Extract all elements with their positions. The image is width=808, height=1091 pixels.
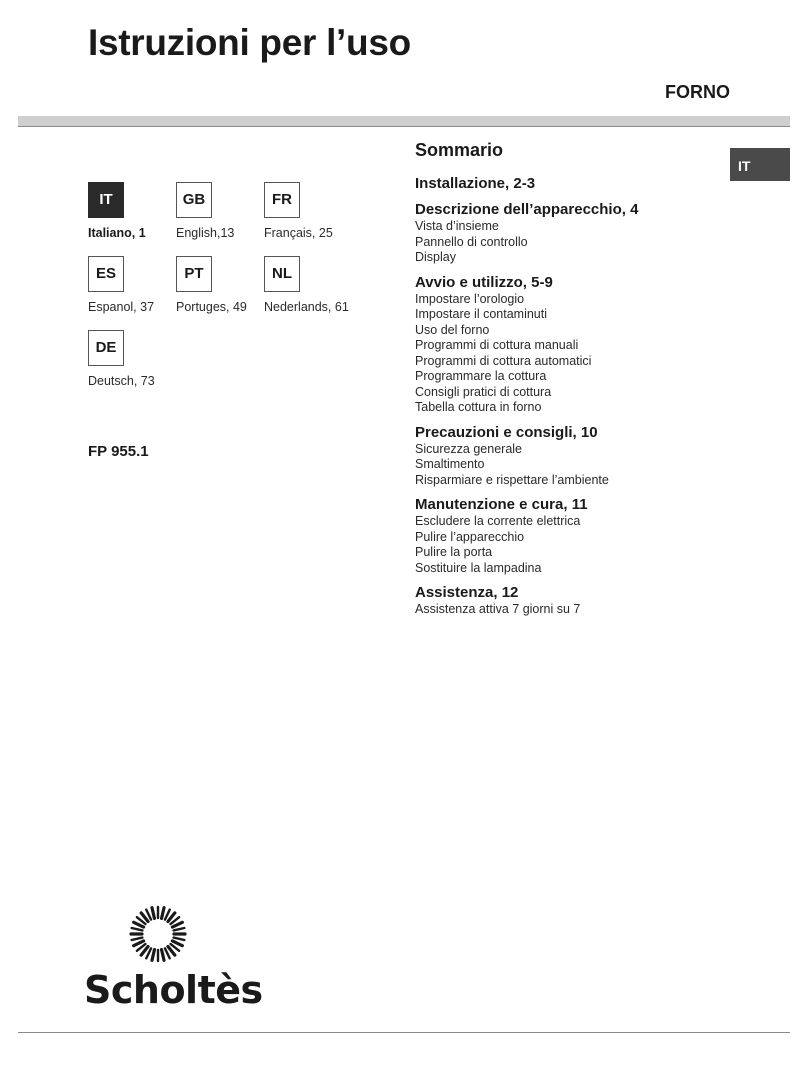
- toc-section: [415, 496, 715, 576]
- toc-section-heading: Assistenza, 12: [415, 584, 519, 601]
- language-label: English,13: [176, 226, 235, 240]
- toc-title: Sommario: [415, 140, 504, 160]
- toc-sections: [415, 175, 715, 618]
- language-tab: IT: [730, 148, 790, 181]
- language-label: Italiano, 1: [88, 226, 146, 240]
- toc-item: Impostare l’orologio: [415, 291, 525, 306]
- language-label: Deutsch, 73: [88, 374, 155, 388]
- language-code-box: NL: [264, 256, 300, 292]
- page-title: Istruzioni per l’uso: [88, 22, 411, 63]
- toc-item: Consigli pratici di cottura: [415, 384, 552, 399]
- language-label: Portuges, 49: [176, 300, 247, 314]
- toc-item: Sicurezza generale: [415, 441, 523, 456]
- language-option-it: [88, 182, 178, 242]
- brand-name: Scholtès: [84, 968, 263, 1012]
- language-option-es: [88, 256, 178, 316]
- toc-item: Tabella cottura in forno: [415, 400, 542, 414]
- language-code-box: PT: [176, 256, 212, 292]
- language-option-de: [88, 330, 178, 390]
- toc-item: Risparmiare e rispettare l’ambiente: [415, 472, 609, 487]
- toc-item: Assistenza attiva 7 giorni su 7: [415, 602, 581, 616]
- toc-section: [415, 201, 715, 266]
- toc-section-heading: Manutenzione e cura, 11: [415, 496, 588, 513]
- toc-section: [415, 424, 715, 489]
- toc-item: Pannello di controllo: [415, 234, 528, 249]
- table-of-contents: [415, 140, 715, 626]
- language-code-box: ES: [88, 256, 124, 292]
- footer-divider: [18, 1032, 790, 1033]
- toc-section-heading: Precauzioni e consigli, 10: [415, 423, 598, 441]
- toc-section: [415, 584, 715, 618]
- language-code-box: IT: [88, 182, 124, 218]
- toc-section-heading: Installazione, 2-3: [415, 175, 536, 192]
- toc-item: Sostituire la lampadina: [415, 560, 542, 575]
- toc-item: Programmare la cottura: [415, 369, 547, 383]
- toc-section: [415, 175, 715, 193]
- language-code-box: GB: [176, 182, 212, 218]
- toc-item: Impostare il contaminuti: [415, 307, 548, 321]
- language-code-box: DE: [88, 330, 124, 366]
- toc-item: Escludere la corrente elettrica: [415, 514, 581, 528]
- language-label: Nederlands, 61: [264, 300, 349, 314]
- language-option-pt: [176, 256, 266, 316]
- toc-item: Programmi di cottura automatici: [415, 353, 592, 368]
- language-option-nl: [264, 256, 354, 316]
- language-option-gb: [176, 182, 266, 242]
- toc-item: Programmi di cottura manuali: [415, 338, 579, 352]
- toc-section-heading: Avvio e utilizzo, 5-9: [415, 273, 553, 291]
- model-number: FP 955.1: [88, 443, 149, 460]
- language-option-fr: [264, 182, 354, 242]
- language-label: Espanol, 37: [88, 300, 155, 314]
- toc-item: Smaltimento: [415, 457, 485, 471]
- toc-item: Pulire l’apparecchio: [415, 529, 525, 544]
- product-type: FORNO: [665, 82, 730, 102]
- toc-item: Uso del forno: [415, 322, 490, 337]
- toc-item: Display: [415, 250, 456, 264]
- brand-logo: [84, 900, 263, 1020]
- toc-item: Pulire la porta: [415, 545, 493, 559]
- language-label: Français, 25: [264, 226, 333, 240]
- toc-section: [415, 274, 715, 416]
- sunburst-logo-icon: [128, 904, 188, 964]
- language-code-box: FR: [264, 182, 300, 218]
- toc-section-heading: Descrizione dell’apparecchio, 4: [415, 201, 639, 218]
- header-divider: [18, 116, 790, 127]
- toc-item: Vista d’insieme: [415, 219, 499, 233]
